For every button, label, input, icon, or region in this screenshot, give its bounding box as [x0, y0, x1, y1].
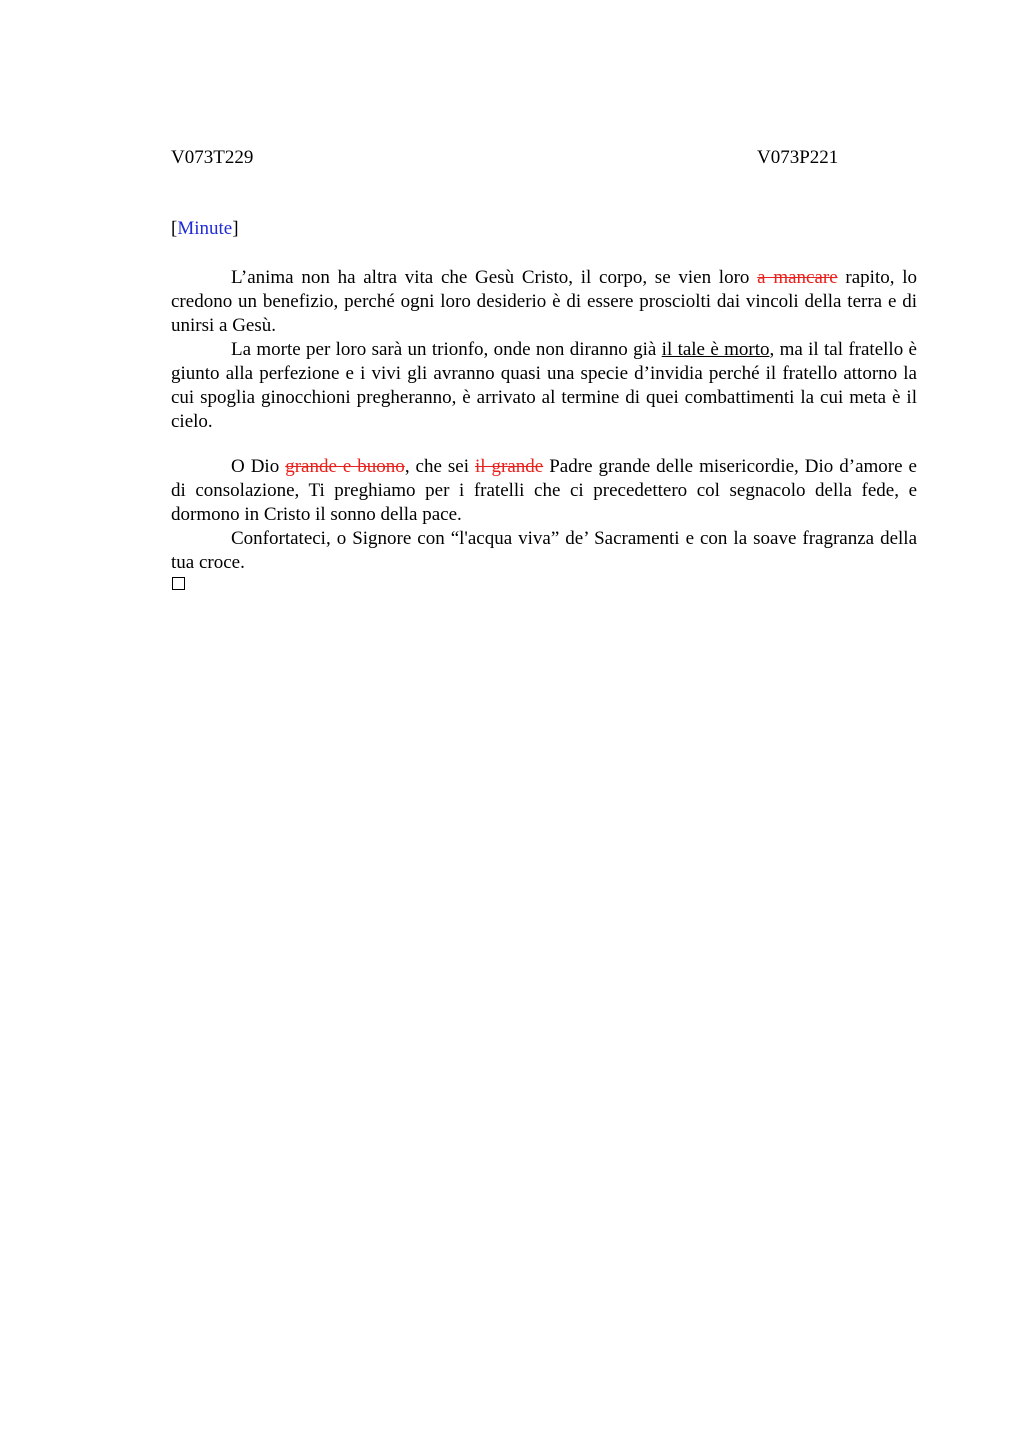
paragraph-text: , ma il tal fratello è giunto alla perfezione e i vivi gli avranno quasi una specie d’invidia perché il fratello attorno la cui spoglia ginocchioni pregheranno, è arrivato al termine di quei combattimenti la cui meta è il cielo. [171, 339, 917, 432]
paragraph-text: L’anima non ha altra vita che Gesù Cristo, il corpo, se vien loro [231, 267, 758, 288]
open-bracket: [ [171, 218, 178, 239]
section-heading [171, 217, 239, 241]
paragraph-text: O Dio [231, 456, 286, 477]
paragraph-text: , che sei [404, 456, 475, 477]
underlined-text: il tale è morto [661, 339, 770, 360]
end-marker-box-icon [172, 577, 185, 590]
paragraph-4 [171, 527, 917, 575]
paragraph-text: Confortateci, o Signore con “l'acqua viva” de’ Sacramenti e con la soave fragranza della tua croce. [171, 528, 917, 573]
deleted-text: a mancare [757, 267, 838, 288]
paragraph-group-2 [171, 455, 917, 575]
document-code-left: V073T229 [171, 147, 254, 168]
section-label: Minute [177, 218, 233, 239]
close-bracket: ] [232, 218, 239, 239]
document-page [171, 0, 917, 1450]
paragraph-text: rapito, lo credono un benefizio, perché ogni loro desiderio è di essere prosciolti dai vincoli della terra e di unirsi a Gesù. [171, 267, 917, 336]
deleted-text: grande e buono [285, 456, 405, 477]
document-code-right: V073P221 [757, 147, 839, 168]
paragraph-3 [171, 455, 917, 527]
paragraph-1 [171, 266, 917, 338]
paragraph-text: La morte per loro sarà un trionfo, onde non diranno già [231, 339, 662, 360]
paragraph-group-1 [171, 266, 917, 434]
paragraph-2 [171, 338, 917, 434]
paragraph-text: Padre grande delle misericordie, Dio d’amore e di consolazione, Ti preghiamo per i fratelli che ci precedettero col segnacolo della fede, e dormono in Cristo il sonno della pace. [171, 456, 917, 525]
deleted-text: il grande [475, 456, 544, 477]
